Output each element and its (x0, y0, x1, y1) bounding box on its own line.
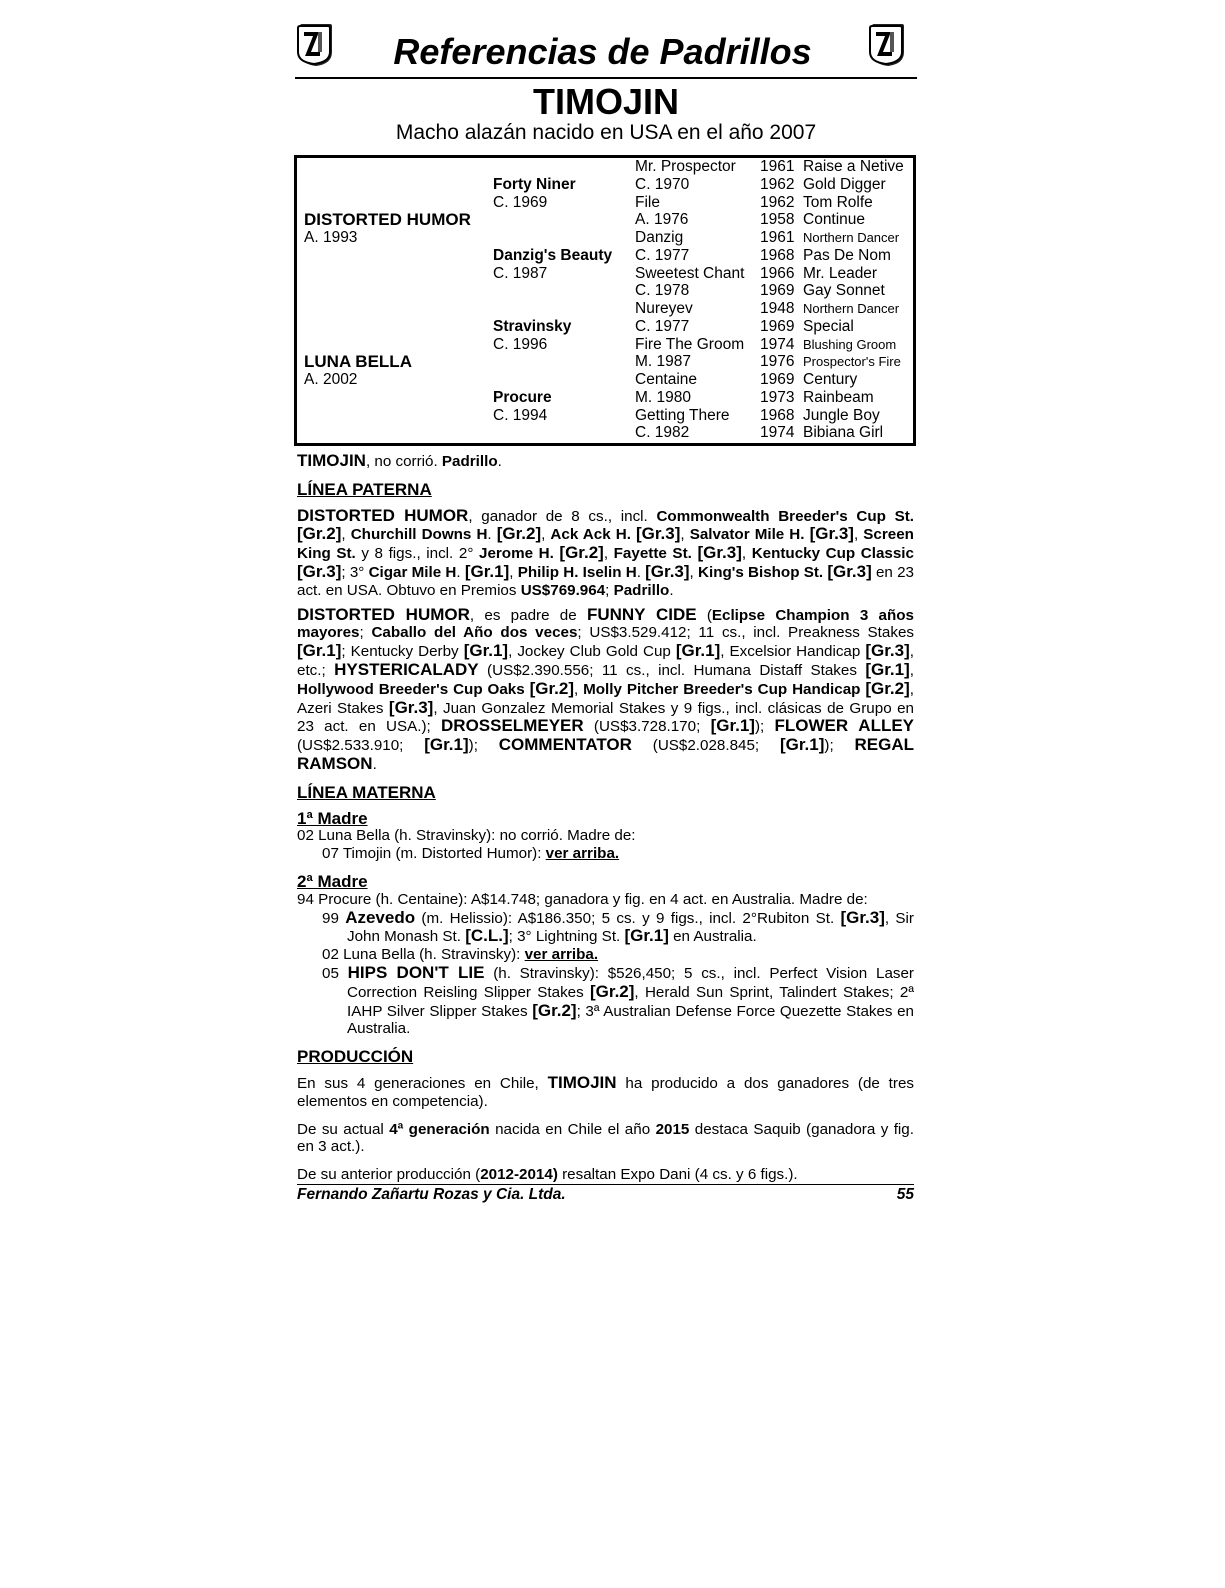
pedigree-row (297, 176, 913, 194)
pedigree-cell-c2: C. 1987 (493, 264, 548, 282)
footer-publisher: Fernando Zañartu Rozas y Cia. Ltda. (297, 1186, 566, 1203)
text-run: Eclipse Champion 3 años mayores (297, 606, 914, 642)
text-run: Jerome H. (479, 545, 560, 563)
madre2-luna-bella-text: 02 Luna Bella (h. Stravinsky): (322, 946, 525, 964)
pedigree-cell-c5: Jungle Boy (803, 406, 880, 424)
pedigree-cell-c1: A. 2002 (304, 371, 358, 388)
pedigree-cell-c5: Mr. Leader (803, 264, 878, 282)
pedigree-row (297, 353, 913, 371)
text-run: [Gr.1] (624, 926, 669, 946)
text-run: nacida en Chile el año (489, 1120, 656, 1138)
text-run: , (689, 563, 698, 581)
text-run: , (741, 545, 752, 563)
pedigree-cell-c4: 1962 (760, 175, 795, 193)
pedigree-cell-c5: Raise a Netive (803, 158, 904, 175)
pedigree-cell-c5: Rainbeam (803, 388, 874, 406)
text-run: Cigar Mile H (368, 563, 457, 581)
text-run: ; 3° (341, 563, 369, 581)
pedigree-cell-c2: C. 1994 (493, 406, 548, 424)
pedigree-cell-c4: 1974 (760, 335, 795, 353)
text-run: , ganador de 8 cs., incl. (468, 507, 657, 525)
text-run: , (603, 545, 614, 563)
pedigree-cell-c4: 1969 (760, 371, 795, 388)
text-run: [Gr.1] (463, 641, 509, 661)
text-run: (m. Helissio): A$186.350; 5 cs. y 9 figs., incl. 2°Rubiton St. (415, 909, 841, 927)
pedigree-cell-c3: Sweetest Chant (635, 264, 745, 282)
pedigree-cell-c4: 1968 (760, 246, 795, 264)
summary-line (297, 452, 914, 471)
horse-name: TIMOJIN (532, 81, 679, 122)
horse-description: Macho alazán nacido en USA en el año 2007 (395, 121, 817, 144)
pedigree-cell-c5: Continue (803, 211, 866, 229)
text-run: (US$2.533.910; (297, 737, 425, 755)
pedigree-cell-c2: C. 1969 (493, 193, 548, 211)
text-run: [Gr.2] (532, 1000, 577, 1020)
text-run: ; Kentucky Derby (341, 643, 464, 661)
pedigree-row (297, 336, 913, 354)
text-run: 2015 (655, 1120, 690, 1138)
page-header-title: Referencias de Padrillos (393, 31, 812, 72)
pedigree-cell-c2: Procure (493, 388, 552, 406)
text-run: COMMENTATOR (498, 735, 632, 755)
section-produccion: PRODUCCIÓN (297, 1047, 414, 1067)
pedigree-cell-c5: Special (803, 317, 854, 335)
text-run: ha producido a dos ganadores (de tres elementos en competencia). (297, 1074, 915, 1110)
madre1-line-1: 02 Luna Bella (h. Stravinsky): no corrió. Madre de: (297, 827, 636, 845)
text-run: (h. Stravinsky): $526,450; 5 cs., incl. Perfect Vision Laser Correction Reisling Slipper Stakes (347, 964, 914, 1001)
summary-status: Padrillo (441, 453, 498, 470)
text-run: ; (359, 624, 372, 642)
text-run: ; (605, 581, 614, 599)
pedigree-cell-c4: 1976 (760, 353, 795, 371)
text-run: De su actual (297, 1120, 390, 1138)
text-run: . (636, 563, 646, 581)
pedigree-cell-c3: C. 1977 (635, 317, 690, 335)
pedigree-cell-c3: Danzig (635, 229, 684, 246)
text-run: ); (824, 737, 855, 755)
pedigree-row (297, 158, 913, 176)
madre2-intro: 94 Procure (h. Centaine): A$14.748; ganadora y fig. en 4 act. en Australia. Madre de: (297, 890, 868, 908)
section-linea-materna: LÍNEA MATERNA (297, 782, 436, 802)
pedigree-cell-c5: Tom Rolfe (803, 193, 873, 211)
text-run: [Gr.3] (865, 641, 910, 661)
paterna-paragraph-2 (297, 606, 914, 774)
text-run: [Gr.1] (424, 735, 469, 755)
text-run: , (573, 680, 584, 698)
pedigree-cell-c1: LUNA BELLA (304, 352, 412, 372)
text-run: Ack Ack H. (550, 526, 636, 544)
text-run: 99 (322, 909, 346, 927)
text-run: [Gr.3] (827, 561, 872, 581)
text-run: En sus 4 generaciones en Chile, (297, 1074, 548, 1092)
text-run: ( (696, 606, 712, 624)
text-run: [Gr.2] (590, 981, 635, 1001)
pedigree-row (297, 300, 913, 318)
text-run: TIMOJIN (547, 1072, 617, 1092)
text-run: FUNNY CIDE (586, 604, 697, 624)
pedigree-cell-c3: C. 1982 (635, 424, 690, 442)
text-run: (US$2.390.556; 11 cs., incl. Humana Distaff Stakes (478, 661, 866, 679)
text-run: . (487, 526, 497, 544)
section-madre-2: 2ª Madre (297, 871, 368, 891)
logo-icon-left (294, 22, 338, 68)
footer-divider (297, 1184, 914, 1185)
pedigree-row (297, 389, 913, 407)
pedigree-cell-c4: 1961 (760, 158, 795, 175)
pedigree-cell-c5: Century (803, 371, 858, 388)
text-run: , Azeri Stakes (297, 680, 914, 717)
pedigree-row (297, 229, 913, 247)
pedigree-cell-c3: C. 1978 (635, 282, 690, 300)
pedigree-row (297, 282, 913, 300)
content-body (297, 452, 914, 1184)
paterna-paragraph-1 (297, 507, 914, 600)
pedigree-cell-c3: Mr. Prospector (635, 158, 736, 175)
pedigree-cell-c4: 1968 (760, 406, 795, 424)
pedigree-cell-c4: 1969 (760, 317, 795, 335)
text-run: [Gr.2] (865, 678, 910, 698)
pedigree-cell-c5: Northern Dancer (803, 301, 900, 316)
text-run: FLOWER ALLEY (774, 716, 915, 736)
summary-end: . (497, 453, 502, 470)
ver-arriba-link[interactable]: ver arriba. (545, 845, 620, 863)
text-run: Salvator Mile H. (689, 526, 810, 544)
pedigree-cell-c5: Pas De Nom (803, 246, 891, 264)
section-linea-paterna: LÍNEA PATERNA (297, 479, 432, 499)
text-run: resaltan Expo Dani (4 cs. y 6 figs.). (557, 1166, 798, 1184)
text-run: , es padre de (469, 606, 587, 624)
text-run: [Gr.3] (645, 561, 690, 581)
pedigree-cell-c5: Bibiana Girl (803, 424, 884, 442)
madre1-line-2 (297, 845, 914, 863)
pedigree-cell-c2: C. 1996 (493, 335, 548, 353)
produccion-paragraph-3 (297, 1166, 914, 1184)
text-run: Molly Pitcher Breeder's Cup Handicap (583, 680, 866, 698)
text-run: Hollywood Breeder's Cup Oaks (297, 680, 530, 698)
pedigree-cell-c3: A. 1976 (635, 211, 689, 229)
pedigree-cell-c4: 1969 (760, 282, 795, 300)
text-run: , (853, 526, 864, 544)
summary-horse-name: TIMOJIN (297, 451, 366, 470)
text-run: Caballo del Año dos veces (371, 624, 578, 642)
text-run: , Excelsior Handicap (720, 643, 866, 661)
pedigree-cell-c1: DISTORTED HUMOR (304, 210, 471, 230)
ver-arriba-link[interactable]: ver arriba. (524, 946, 599, 964)
section-madre-1: 1ª Madre (297, 808, 368, 828)
text-run: [Gr.2] (297, 524, 342, 544)
text-run: [Gr.1] (675, 641, 721, 661)
text-run: HYSTERICALADY (334, 659, 479, 679)
pedigree-cell-c3: Getting There (635, 406, 730, 424)
pedigree-row (297, 318, 913, 336)
text-run: Azevedo (345, 907, 416, 927)
pedigree-table (294, 155, 916, 446)
text-run: . (669, 581, 674, 599)
madre2-entry-azevedo (297, 909, 914, 947)
pedigree-cell-c3: File (635, 193, 660, 211)
text-run: , Jockey Club Gold Cup (508, 643, 676, 661)
text-run: Philip H. Iselin H (517, 563, 637, 581)
text-run: DROSSELMEYER (441, 716, 584, 736)
pedigree-cell-c5: Blushing Groom (803, 336, 897, 352)
pedigree-cell-c5: Prospector's Fire (803, 354, 901, 370)
pedigree-cell-c3: C. 1970 (635, 175, 690, 193)
text-run: [Gr.3] (635, 524, 681, 544)
text-run: [Gr.3] (809, 524, 854, 544)
text-run: [Gr.1] (780, 735, 825, 755)
produccion-paragraph-2 (297, 1121, 914, 1157)
text-run: , Sir John Monash St. (347, 909, 914, 946)
pedigree-row (297, 407, 913, 425)
text-run: . (372, 755, 377, 773)
madre1-offspring: 07 Timojin (m. Distorted Humor): (322, 845, 546, 863)
text-run: [Gr.3] (297, 561, 342, 581)
text-run: , Juan Gonzalez Memorial Stakes y 9 figs., incl. clásicas de Grupo en 23 act. en USA.); (297, 699, 914, 736)
pedigree-cell-c2: Forty Niner (493, 175, 576, 193)
text-run: ); (754, 718, 775, 736)
pedigree-cell-c4: 1958 (760, 211, 795, 229)
pedigree-row (297, 194, 913, 212)
pedigree-row (297, 211, 913, 229)
text-run: [Gr.1] (710, 716, 755, 736)
pedigree-cell-c3: Nureyev (635, 300, 693, 317)
text-run: [Gr.1] (464, 561, 510, 581)
pedigree-cell-c4: 1966 (760, 264, 795, 282)
text-run: Padrillo (613, 581, 670, 599)
pedigree-cell-c3: Fire The Groom (635, 335, 745, 353)
pedigree-row (297, 424, 913, 442)
text-run: 2012-2014) (480, 1166, 558, 1184)
pedigree-cell-c4: 1973 (760, 388, 795, 406)
text-run: , (680, 526, 690, 544)
text-run: Fayette St. (613, 545, 698, 563)
text-run: Screen King St. (297, 526, 914, 563)
text-run: [Gr.2] (559, 543, 604, 563)
text-run: , Herald Sun Sprint, Talindert Stakes; 2ª IAHP Silver Slipper Stakes (347, 983, 914, 1020)
text-run: [Gr.1] (865, 659, 910, 679)
produccion-paragraph-1 (297, 1074, 914, 1111)
text-run: King's Bishop St. (698, 563, 828, 581)
text-run: (US$2.028.845; (631, 737, 780, 755)
text-run: [Gr.2] (529, 678, 574, 698)
text-run: , (341, 526, 351, 544)
pedigree-cell-c3: Centaine (635, 371, 698, 388)
header-divider (295, 77, 917, 79)
pedigree-cell-c3: M. 1980 (635, 388, 692, 406)
text-run: US$769.964 (520, 581, 606, 599)
text-run: en 23 act. en USA. Obtuvo en Premios (297, 563, 914, 599)
text-run: . (456, 563, 465, 581)
pedigree-cell-c2: Danzig's Beauty (493, 246, 613, 264)
pedigree-cell-c1: A. 1993 (304, 229, 358, 246)
pedigree-cell-c5: Gay Sonnet (803, 282, 885, 300)
text-run: DISTORTED HUMOR (297, 505, 469, 525)
text-run: Commonwealth Breeder's Cup St. (656, 507, 915, 525)
text-run: y 8 figs., incl. 2° (355, 545, 479, 563)
text-run: ; US$3.529.412; 11 cs., incl. Preakness Stakes (577, 624, 914, 642)
pedigree-row (297, 247, 913, 265)
pedigree-row (297, 265, 913, 283)
text-run: en Australia. (668, 928, 757, 946)
text-run: [Gr.3] (840, 907, 885, 927)
text-run: (US$3.728.170; (583, 718, 711, 736)
page-number: 55 (896, 1186, 914, 1203)
text-run: REGAL RAMSON (297, 735, 915, 773)
text-run: destaca Saquib (ganadora y fig. en 3 act.). (297, 1120, 914, 1156)
text-run: Kentucky Cup Classic (751, 545, 914, 563)
text-run: , etc.; (297, 643, 914, 679)
summary-text: , no corrió. (365, 453, 442, 470)
text-run: 4ª generación (389, 1120, 490, 1138)
pedigree-row (297, 371, 913, 389)
pedigree-cell-c4: 1961 (760, 229, 795, 246)
pedigree-cell-c5: Gold Digger (803, 175, 886, 193)
text-run: De su anterior producción ( (297, 1166, 481, 1184)
text-run: [Gr.3] (697, 543, 742, 563)
pedigree-cell-c2: Stravinsky (493, 317, 572, 335)
pedigree-cell-c4: 1974 (760, 424, 795, 442)
text-run: ; 3ª Australian Defense Force Quezette Stakes en Australia. (347, 1002, 914, 1038)
madre2-entry-luna-bella (297, 946, 914, 964)
text-run: [C.L.] (465, 926, 509, 946)
logo-icon-right (866, 22, 910, 68)
text-run: HIPS DON'T LIE (347, 962, 485, 982)
pedigree-cell-c4: 1948 (760, 300, 795, 317)
text-run: DISTORTED HUMOR (297, 604, 470, 624)
text-run: [Gr.2] (496, 524, 542, 544)
text-run: 05 (322, 964, 348, 982)
pedigree-cell-c3: M. 1987 (635, 353, 692, 371)
text-run: , (909, 661, 914, 679)
text-run: ); (468, 737, 499, 755)
madre2-entry-hips-dont-lie (297, 964, 914, 1038)
text-run: , (541, 526, 551, 544)
pedigree-cell-c3: C. 1977 (635, 246, 690, 264)
pedigree-cell-c4: 1962 (760, 193, 795, 211)
text-run: [Gr.1] (297, 641, 342, 661)
text-run: [Gr.3] (388, 697, 434, 717)
text-run: ; 3° Lightning St. (508, 928, 625, 946)
text-run: Churchill Downs H (350, 526, 488, 544)
text-run: , (509, 563, 518, 581)
pedigree-cell-c5: Northern Dancer (803, 230, 900, 245)
